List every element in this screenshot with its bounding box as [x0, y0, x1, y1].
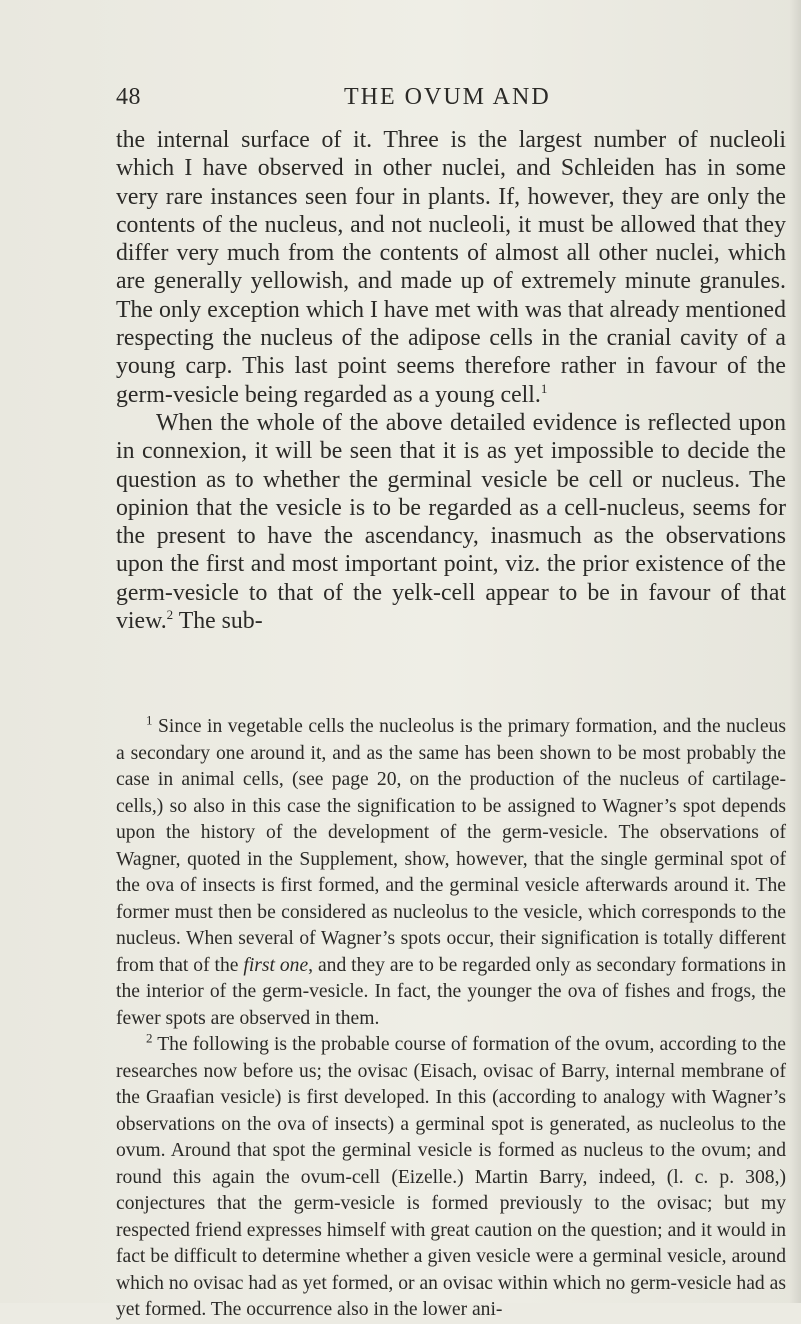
paragraph-text: the internal surface of it. Three is the largest number of nucleoli which I have observed in other nuclei, and Schleiden has in some very rare instances seen four in plants. If, however, they are only the contents of the nucleus, and not nucleoli, it must be allowed that they differ very much from the contents of almost all other nuclei, which are generally yellowish, and made up of extremely minute granules. The only exception which I have met with was that already mentioned respecting the nucleus of the adipose cells in the cranial cavity of a young carp. This last point seems therefore rather in favour of the germ-vesicle being regarded as a young cell. — [116, 127, 786, 408]
footnote-emphasis: first one — [243, 954, 309, 976]
running-head: THE OVUM AND — [344, 84, 551, 110]
footnote-1 — [116, 714, 786, 1032]
footnote-text: Since in vegetable cells the nucleolus is the primary formation, and the nucleus a secondary one around it, and as the same has been shown to be most probably the case in animal cells, (see page 20, on the production of the nucleus of cartilage-cells,) so also in this case the signification to be assigned to Wagner’s spot depends upon the history of the development of the germ-vesicle. The observations of Wagner, quoted in the Supplement, show, however, that the single germinal spot of the ova of insects is first formed, and the germinal vesicle afterwards around it. The former must then be considered as nucleolus to the vesicle, which corresponds to the nucleus. When several of Wagner’s spots occur, their signification is totally different from that of the — [116, 716, 786, 976]
paragraph-text: When the whole of the above detailed evidence is reflected upon in connexion, it will be seen that it is as yet impossible to decide the question as to whether the germinal vesicle be cell or nucleus. The opinion that the vesicle is to be regarded as a cell-nucleus, seems for the present to have the ascendancy, inasmuch as the observations upon the first and most important point, viz. the prior existence of the germ-vesicle to that of the yelk-cell appear to be in favour of that view. — [116, 409, 786, 635]
paragraph — [116, 126, 786, 409]
footnote-reference: 2 — [166, 607, 174, 623]
footnote-text-end: , and they are to be regarded only as secondary formations in the interior of the germ-vesicle. In fact, the younger the ova of fishes and frogs, the fewer spots are observed in them. — [116, 954, 787, 1029]
paragraph-text-tail: The sub- — [173, 608, 263, 635]
footnote-reference: 1 — [540, 380, 548, 396]
footnote-2 — [116, 1032, 786, 1324]
footnote-text: The following is the probable course of formation of the ovum, according to the researches now before us; the ovisac (Eisach, ovisac of Barry, internal membrane of the Graafian vesicle) is first developed. In this (according to analogy with Wagner’s observations on the ova of insects) a germinal spot is generated, as nucleolus to the ovum. Around that spot the germinal vesicle is formed as nucleus to the ovum; and round this again the ovum-cell (Eizelle.) Martin Barry, indeed, (l. c. p. 308,) conjectures that the germ-vesicle is formed previously to the ovisac; but my respected friend expresses himself with great caution on the question; and it would in fact be difficult to determine whether a given vesicle were a germinal vesicle, around which no ovisac had as yet formed, or an ovisac within which no germ-vesicle had as yet formed. The occurrence also in the lower ani- — [116, 1034, 786, 1320]
page-number: 48 — [116, 84, 141, 110]
page-edge-shadow — [789, 0, 801, 1303]
main-text — [116, 126, 786, 635]
footnote-marker: 1 — [146, 712, 153, 728]
footnotes — [116, 714, 786, 1324]
page-header — [116, 84, 716, 116]
paragraph — [116, 409, 786, 635]
footnote-marker: 2 — [146, 1030, 153, 1046]
